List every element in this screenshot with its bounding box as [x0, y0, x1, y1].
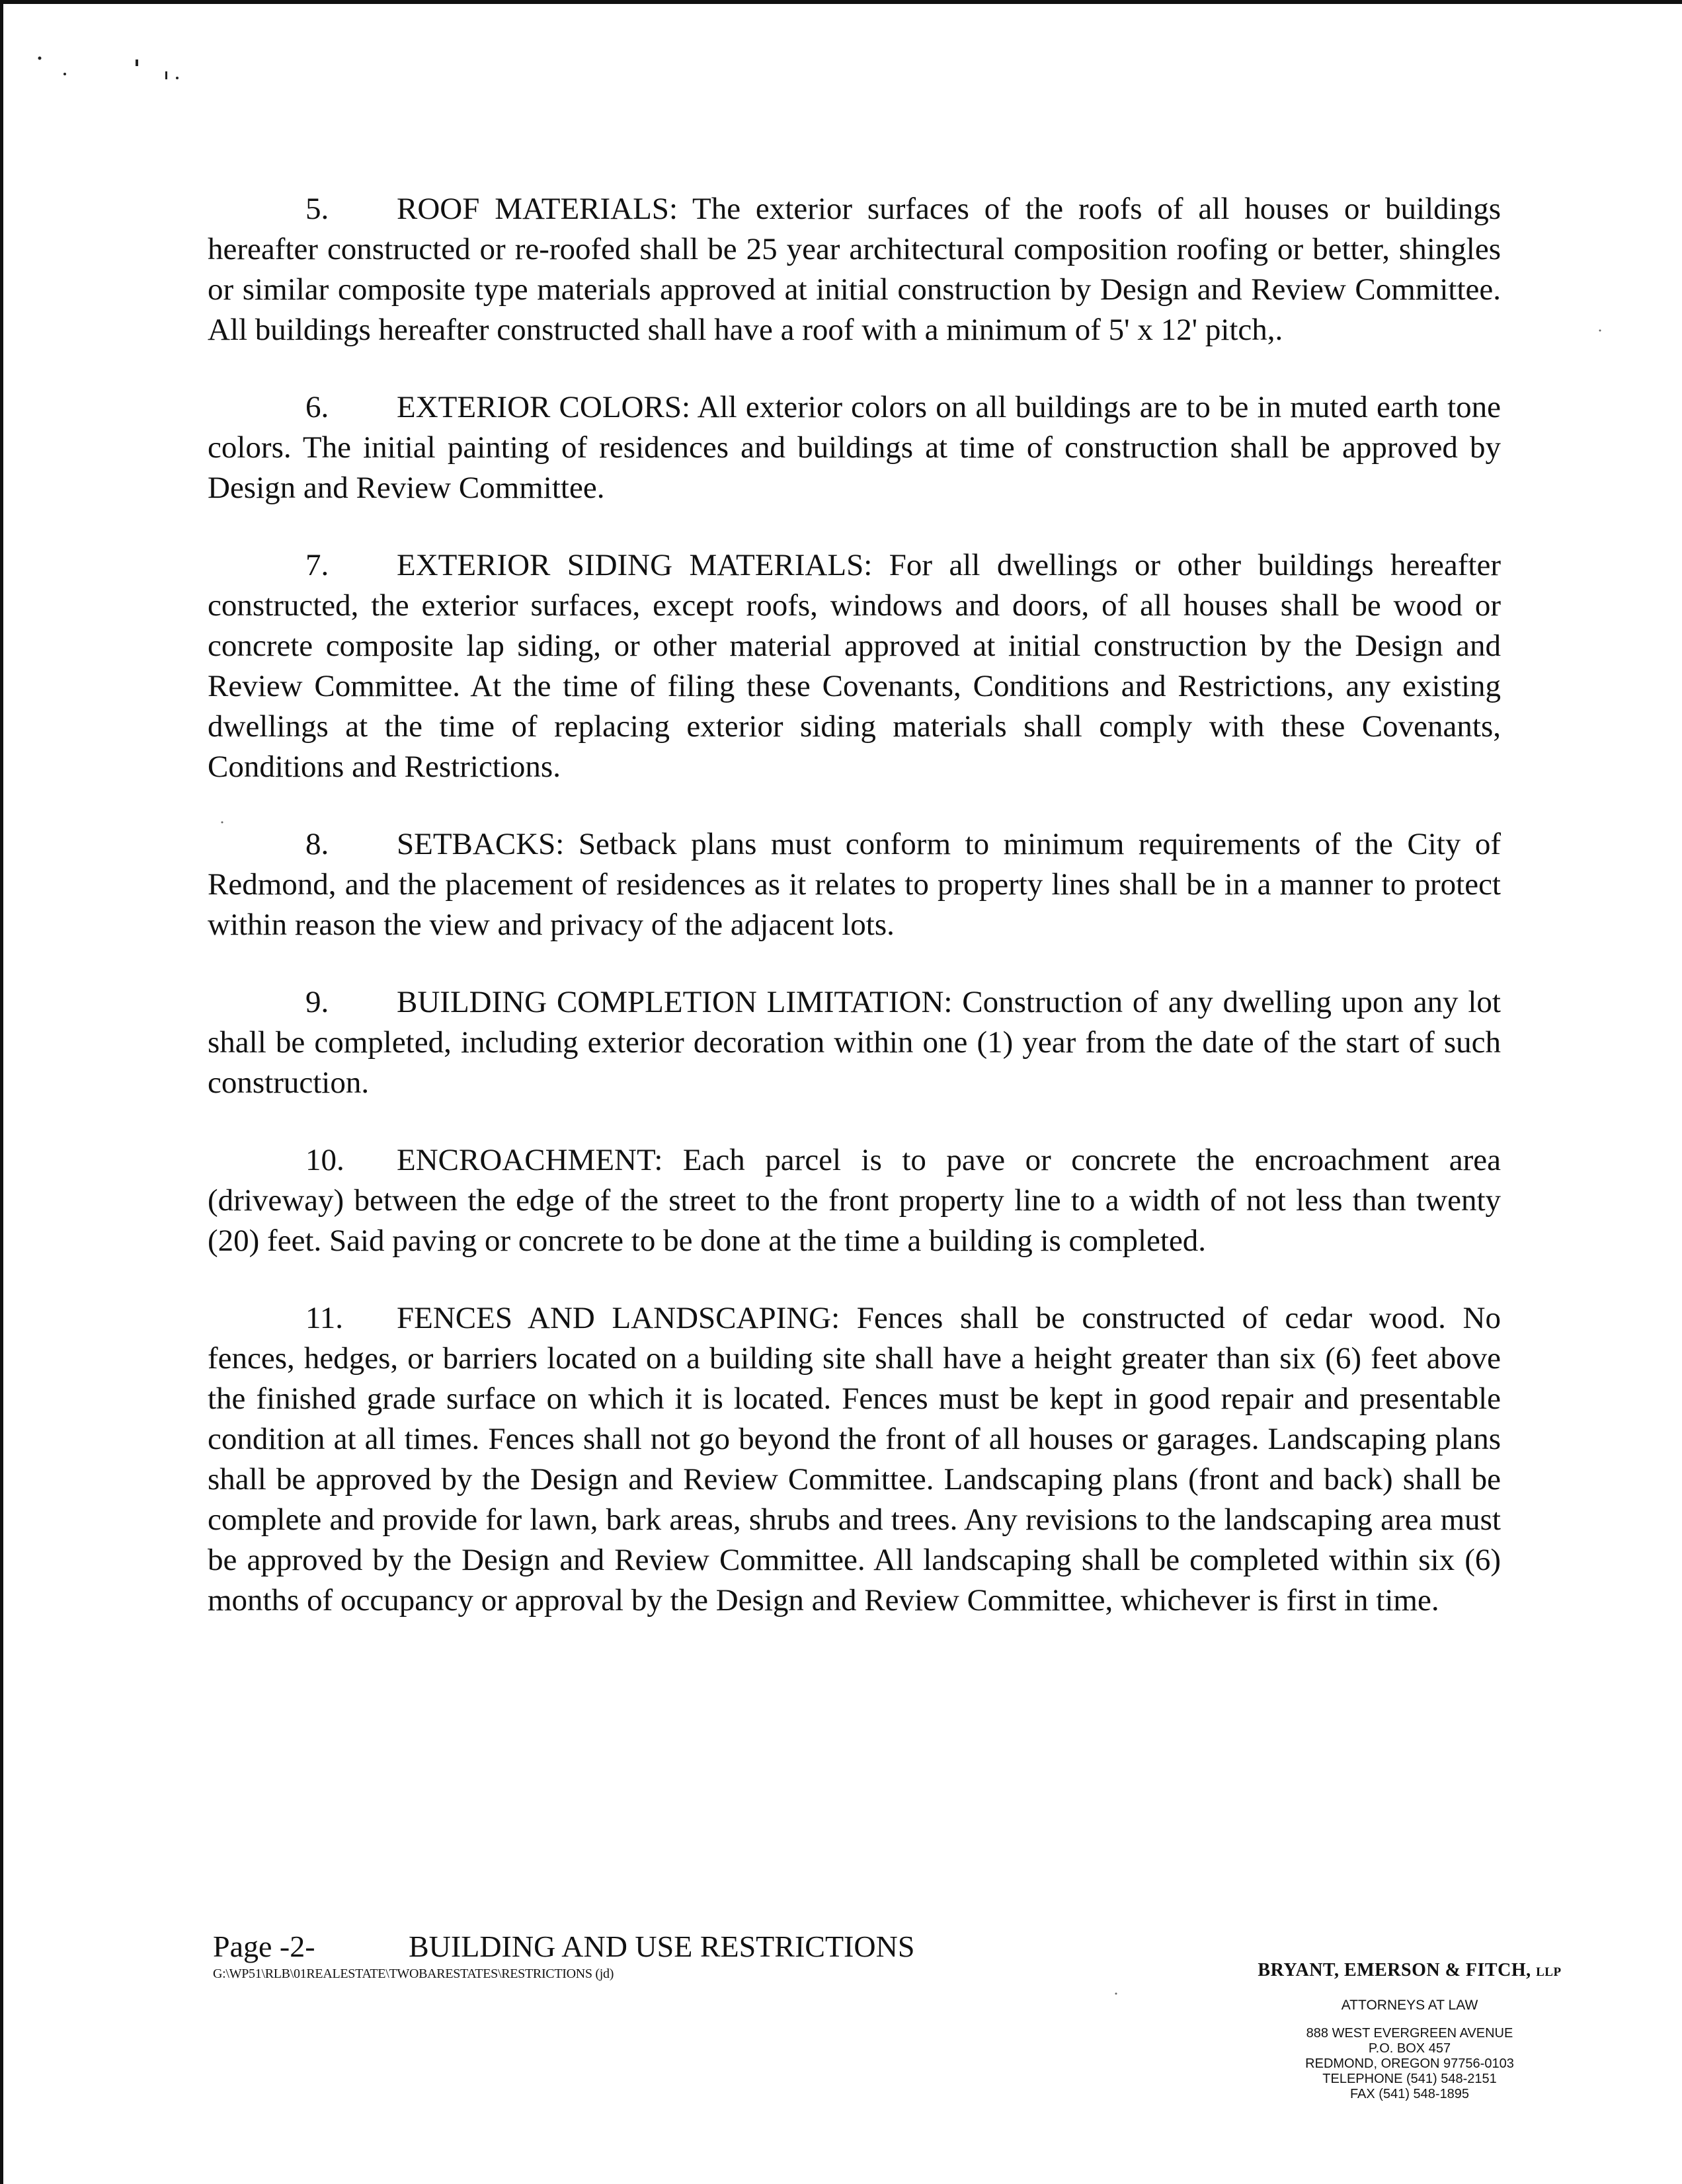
- firm-suffix: LLP: [1536, 1965, 1562, 1979]
- section-10: [208, 1140, 1501, 1261]
- section-number: 6.: [305, 390, 329, 424]
- address-line: REDMOND, OREGON 97756-0103: [1305, 2056, 1514, 2071]
- page-line: [213, 1929, 1072, 1965]
- address-line: FAX (541) 548-1895: [1349, 2087, 1470, 2101]
- firm-subtitle: ATTORNEYS AT LAW: [1341, 1998, 1478, 2013]
- firm-name: BRYANT, EMERSON & FITCH,: [1258, 1960, 1531, 1980]
- section-number: 7.: [305, 548, 329, 582]
- section-5: [208, 189, 1501, 350]
- section-number: 8.: [305, 827, 329, 861]
- section-8: [208, 824, 1501, 945]
- section-number: 5.: [305, 192, 329, 226]
- document-body: [208, 189, 1501, 1658]
- section-7: [208, 545, 1501, 787]
- address-line: TELEPHONE (541) 548-2151: [1322, 2072, 1497, 2086]
- page-number: Page -2-: [213, 1930, 315, 1963]
- page-footer: [213, 1929, 1072, 1982]
- firm-name-line: [1231, 1959, 1588, 1984]
- address-line: P.O. BOX 457: [1368, 2041, 1451, 2056]
- address-line: 888 WEST EVERGREEN AVENUE: [1306, 2026, 1513, 2041]
- section-text: ENCROACHMENT: Each parcel is to pave or concrete the encroachment area (driveway) between the edge of the street to the front property line to a width of not less than twenty (20) feet. Said paving or concrete to be done at the time a building is completed.: [208, 1143, 1501, 1258]
- section-text: FENCES AND LANDSCAPING: Fences shall be constructed of cedar wood. No fences, hedges, or barriers located on a building site shall have a height greater than six (6) feet above the finished grade surface on which it is located. Fences must be kept in good repair and presentable condition at all times. Fences shall not go beyond the front of all houses or garages. Landscaping plans shall be approved by the Design and Review Committee. Landscaping plans (front and back) shall be complete and provide for lawn, bark areas, shrubs and trees. Any revisions to the landscaping area must be approved by the Design and Review Committee. All landscaping shall be completed within six (6) months of occupancy or approval by the Design and Review Committee, whichever is first in time.: [208, 1301, 1501, 1618]
- section-number: 9.: [305, 985, 329, 1019]
- section-text: BUILDING COMPLETION LIMITATION: Construction of any dwelling upon any lot shall be completed, including exterior decoration within one (1) year from the date of the start of such construction.: [208, 985, 1501, 1100]
- section-9: [208, 982, 1501, 1103]
- section-text: EXTERIOR COLORS: All exterior colors on all buildings are to be in muted earth tone colors. The initial painting of residences and buildings at time of construction shall be approved by Design and Review Committee.: [208, 390, 1501, 505]
- firm-letterhead: [1231, 1959, 1588, 2102]
- section-text: SETBACKS: Setback plans must conform to minimum requirements of the City of Redmond, and the placement of residences as it relates to property lines shall be in a manner to protect within reason the view and privacy of the adjacent lots.: [208, 827, 1501, 942]
- file-path: G:\WP51\RLB\01REALESTATE\TWOBARESTATES\RESTRICTIONS (jd): [213, 1967, 614, 1981]
- section-number: 10.: [305, 1143, 344, 1177]
- section-text: EXTERIOR SIDING MATERIALS: For all dwellings or other buildings hereafter constructed, the exterior surfaces, except roofs, windows and doors, of all houses shall be wood or concrete composite lap siding, or other material approved at initial construction by the Design and Review Committee. At the time of filing these Covenants, Conditions and Restrictions, any existing dwellings at the time of replacing exterior siding materials shall comply with these Covenants, Conditions and Restrictions.: [208, 548, 1501, 784]
- section-6: [208, 387, 1501, 508]
- firm-address: [1231, 2026, 1588, 2102]
- section-11: [208, 1298, 1501, 1621]
- section-number: 11.: [305, 1301, 344, 1335]
- document-title: BUILDING AND USE RESTRICTIONS: [409, 1930, 915, 1963]
- section-text: ROOF MATERIALS: The exterior surfaces of the roofs of all houses or buildings hereafter constructed or re-roofed shall be 25 year architectural composition roofing or better, shingles or similar composite type materials approved at initial construction by Design and Review Committee. All buildings hereafter constructed shall have a roof with a minimum of 5' x 12' pitch,.: [208, 192, 1501, 347]
